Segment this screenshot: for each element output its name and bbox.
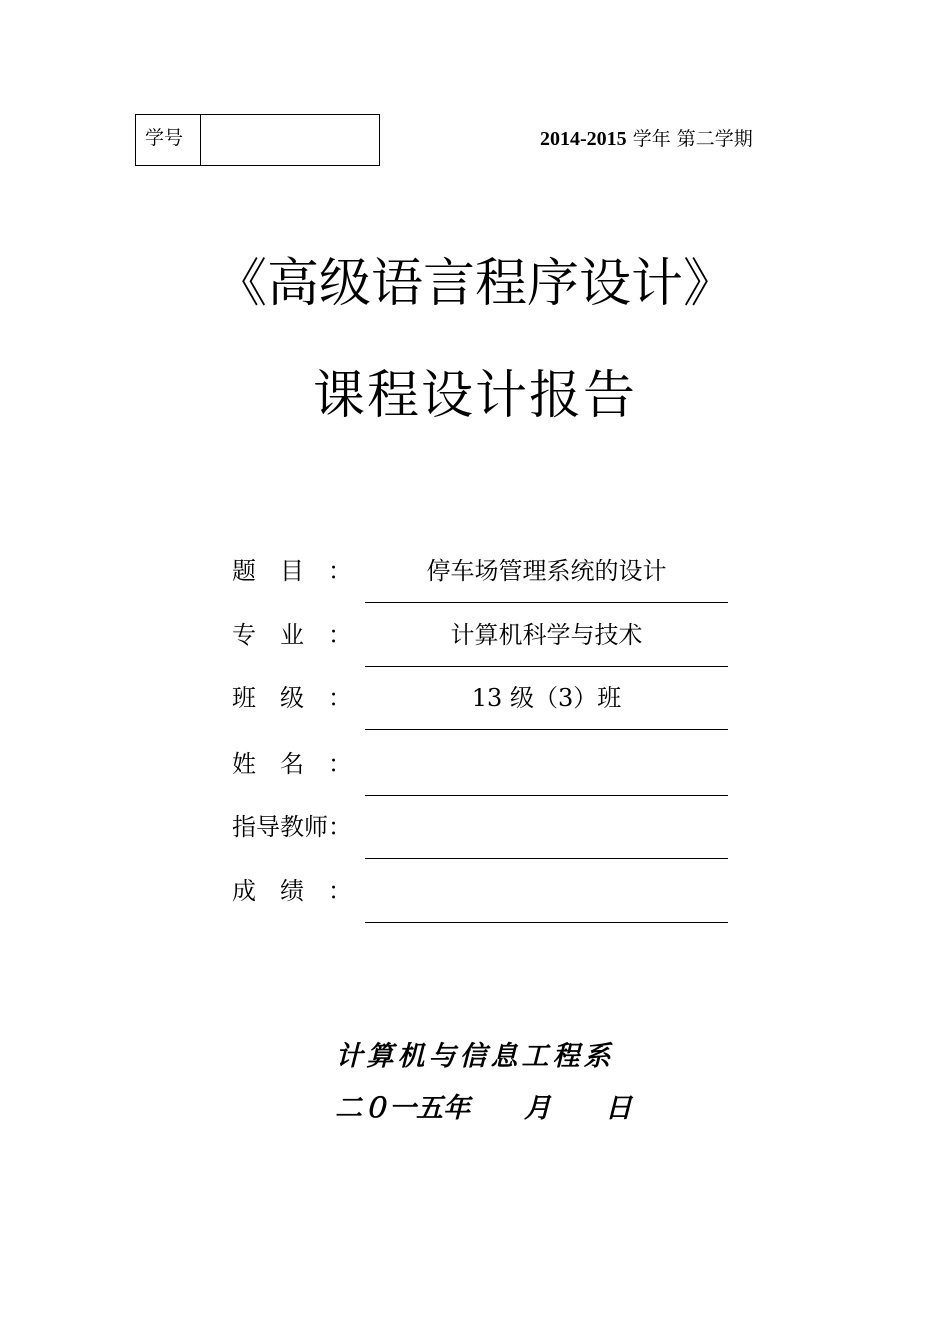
term-years: 2014-2015 xyxy=(540,128,627,150)
field-label-advisor: 指导教师： xyxy=(232,813,352,841)
field-row-topic xyxy=(0,556,950,616)
report-date: 二０一五年 月 日 xyxy=(335,1093,632,1124)
field-underline xyxy=(365,922,728,923)
field-row-advisor xyxy=(0,812,950,872)
field-value-advisor[interactable] xyxy=(365,812,728,844)
field-value-grade[interactable] xyxy=(365,876,728,908)
student-id-label: 学号 xyxy=(136,115,201,165)
field-label-class: 班 级 ： xyxy=(232,684,352,712)
field-row-class xyxy=(0,683,950,743)
field-label-topic: 题 目 ： xyxy=(232,557,352,585)
term-semester: 学年 第二学期 xyxy=(626,128,753,150)
report-title: 课程设计报告 xyxy=(312,366,637,426)
field-row-major xyxy=(0,620,950,680)
field-value-class[interactable]: 13 级（3）班 xyxy=(471,684,622,712)
field-underline xyxy=(365,858,728,859)
field-value-name[interactable] xyxy=(365,749,728,781)
field-underline xyxy=(365,795,728,796)
field-row-name xyxy=(0,749,950,809)
field-underline xyxy=(365,666,728,667)
field-underline xyxy=(365,729,728,730)
field-underline xyxy=(365,602,728,603)
field-label-grade: 成 绩 ： xyxy=(232,877,352,905)
field-label-name: 姓 名 ： xyxy=(232,750,352,778)
field-value-topic[interactable]: 停车场管理系统的设计 xyxy=(426,557,667,585)
field-row-grade xyxy=(0,876,950,936)
field-label-major: 专 业 ： xyxy=(232,621,352,649)
course-title: 《高级语言程序设计》 xyxy=(214,254,735,314)
academic-term xyxy=(540,124,753,151)
field-value-major[interactable]: 计算机科学与技术 xyxy=(450,621,643,649)
student-id-box xyxy=(135,114,380,166)
student-id-field[interactable] xyxy=(201,115,379,165)
department-name: 计算机与信息工程系 xyxy=(335,1041,615,1072)
